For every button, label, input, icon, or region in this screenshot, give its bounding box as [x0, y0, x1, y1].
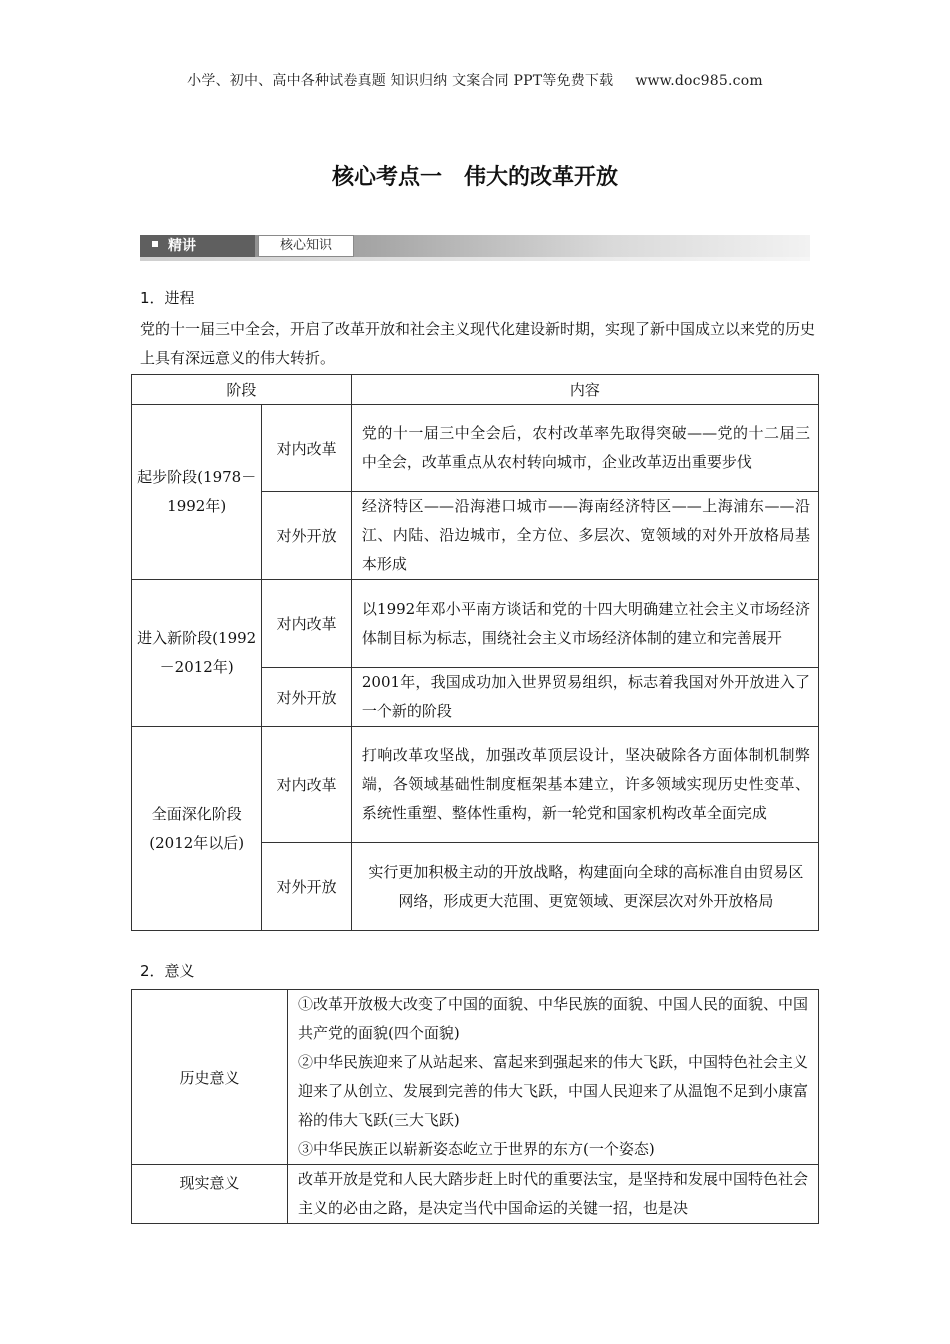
banner-tab1-label: 精讲 — [168, 238, 196, 254]
section-banner — [140, 235, 810, 261]
stage-cell: 全面深化阶段(2012年以后) — [132, 727, 262, 931]
table-row — [132, 405, 819, 492]
header-content: 内容 — [351, 375, 818, 405]
table-row — [132, 1165, 819, 1224]
header-url[interactable]: www.doc985.com — [635, 73, 763, 89]
list-item: ①改革开放极大改变了中国的面貌、中华民族的面貌、中国人民的面貌、中国共产党的面貌(四个面貌) — [298, 995, 809, 1042]
type-cell: 对外开放 — [262, 843, 351, 931]
type-cell: 对内改革 — [262, 405, 351, 492]
table-header-row — [132, 375, 819, 405]
content-cell: 2001年，我国成功加入世界贸易组织，标志着我国对外开放进入了一个新的阶段 — [351, 668, 818, 727]
significance-table — [131, 989, 819, 1224]
section1-intro: 党的十一届三中全会，开启了改革开放和社会主义现代化建设新时期，实现了新中国成立以来党的历史上具有深远意义的伟大转折。 — [140, 320, 816, 367]
stage-cell: 进入新阶段(1992－2012年) — [132, 580, 262, 727]
square-bullet-icon — [152, 241, 158, 247]
header-text: 小学、初中、高中各种试卷真题 知识归纳 文案合同 PPT等免费下载 — [187, 73, 614, 89]
content-cell: 经济特区——沿海港口城市——海南经济特区——上海浦东——沿江、内陆、沿边城市，全方位、多层次、宽领域的对外开放格局基本形成 — [351, 492, 818, 580]
content-cell — [288, 990, 819, 1165]
stage-cell: 起步阶段(1978－1992年) — [132, 405, 262, 580]
page-header — [0, 70, 950, 90]
process-table — [131, 374, 819, 931]
content-cell — [288, 1165, 819, 1224]
section1-heading: 1．进程 — [140, 289, 195, 307]
content-cell: 实行更加积极主动的开放战略，构建面向全球的高标准自由贸易区网络，形成更大范围、更宽领域、更深层次对外开放格局 — [351, 843, 818, 931]
content-cell: 以1992年邓小平南方谈话和党的十四大明确建立社会主义市场经济体制目标为标志，围绕社会主义市场经济体制的建立和完善展开 — [351, 580, 818, 668]
type-cell: 对外开放 — [262, 668, 351, 727]
banner-shadow — [140, 257, 810, 261]
banner-tab-core-knowledge: 核心知识 — [258, 235, 354, 257]
page-title: 核心考点一 伟大的改革开放 — [331, 165, 618, 190]
label-cell: 历史意义 — [132, 990, 288, 1165]
type-cell: 对外开放 — [262, 492, 351, 580]
table-row — [132, 727, 819, 843]
type-cell: 对内改革 — [262, 580, 351, 668]
list-item: ②中华民族迎来了从站起来、富起来到强起来的伟大飞跃，中国特色社会主义迎来了从创立、发展到完善的伟大飞跃，中国人民迎来了从温饱不足到小康富裕的伟大飞跃(三大飞跃) — [298, 1053, 809, 1129]
header-stage: 阶段 — [132, 375, 352, 405]
type-cell: 对内改革 — [262, 727, 351, 843]
list-item: 改革开放是党和人民大踏步赶上时代的重要法宝，是坚持和发展中国特色社会主义的必由之路，是决定当代中国命运的关键一招，也是决 — [298, 1170, 809, 1217]
content-cell: 党的十一届三中全会后，农村改革率先取得突破——党的十二届三中全会，改革重点从农村转向城市，企业改革迈出重要步伐 — [351, 405, 818, 492]
table-row — [132, 990, 819, 1165]
section2-heading: 2．意义 — [140, 962, 195, 980]
list-item: ③中华民族正以崭新姿态屹立于世界的东方(一个姿态) — [298, 1140, 655, 1158]
content-cell: 打响改革攻坚战，加强改革顶层设计，坚决破除各方面体制机制弊端，各领域基础性制度框架基本建立，许多领域实现历史性变革、系统性重塑、整体性重构，新一轮党和国家机构改革全面完成 — [351, 727, 818, 843]
table-row — [132, 580, 819, 668]
label-cell: 现实意义 — [132, 1165, 288, 1224]
banner-tab-jingjiang — [140, 235, 255, 257]
